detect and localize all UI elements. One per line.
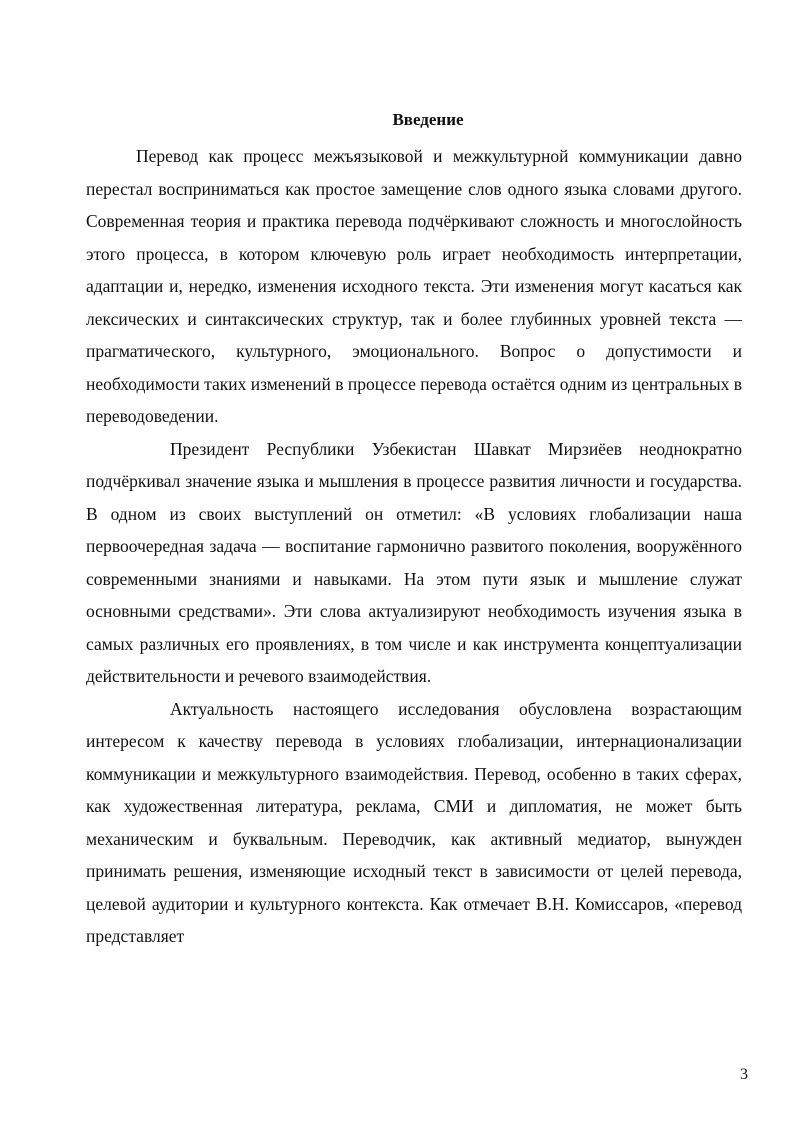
paragraph-relevance: Актуальность настоящего исследования обусловлена возрастающим интересом к качеству перевода в условиях глобализации, интернационализации коммуникации и межкультурного взаимодействия. Перевод, особенно в таких сферах, как художественная литература, реклама, СМИ и дипломатия, не может быть механическим и буквальным. Переводчик, как активный медиатор, вынужден принимать решения, изменяющие исходный текст в зависимости от целей перевода, целевой аудитории и культурного контекста. Как отмечает В.Н. Комиссаров, «перевод представляет	[86, 698, 742, 946]
section-title: Введение	[392, 110, 464, 129]
body-text	[86, 140, 742, 953]
paragraph-president-quote: Президент Республики Узбекистан Шавкат Мирзиёев неоднократно подчёркивал значение языка и мышления в процессе развития личности и государства. В одном из своих выступлений он отметил: «В условиях глобализации наша первоочередная задача — воспитание гармонично развитого поколения, вооружённого современными знаниями и навыками. На этом пути язык и мышление служат основными средствами». Эти слова актуализируют необходимость изучения языка в самых различных его проявлениях, в том числе и как инструмента концептуализации действительности и речевого взаимодействия.	[86, 438, 742, 686]
page-number: 3	[740, 1066, 748, 1083]
paragraph-intro: Перевод как процесс межъязыковой и межкультурной коммуникации давно перестал восприниматься как простое замещение слов одного языка словами другого. Современная теория и практика перевода подчёркивают сложность и многослойность этого процесса, в котором ключевую роль играет необходимость интерпретации, адаптации и, нередко, изменения исходного текста. Эти изменения могут касаться как лексических и синтаксических структур, так и более глубинных уровней текста — прагматического, культурного, эмоционального. Вопрос о допустимости и необходимости таких изменений в процессе перевода остаётся одним из центральных в переводоведении.	[86, 146, 742, 426]
